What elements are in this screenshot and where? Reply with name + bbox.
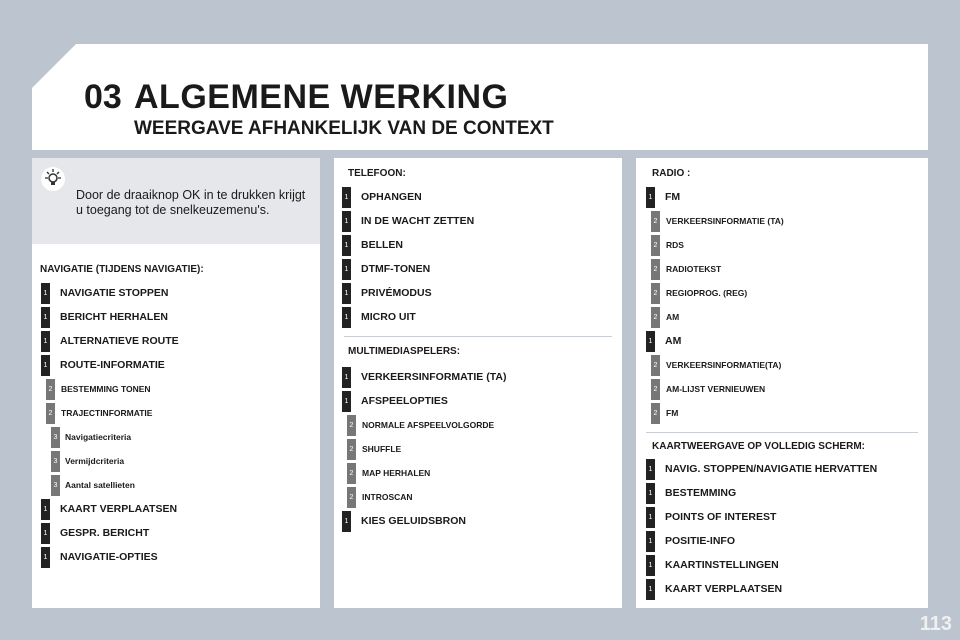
menu-item-label: AM [665,335,682,347]
menu-item [51,450,124,472]
menu-item [347,438,401,460]
menu-item [342,186,422,208]
menu-item-label: AM-LIJST VERNIEUWEN [666,384,766,394]
level-badge: 2 [46,403,55,424]
menu-item-label: POINTS OF INTEREST [665,511,777,523]
page-title: ALGEMENE WERKING [134,78,509,116]
telephone-multimedia-panel [334,158,622,608]
menu-item [651,234,684,256]
menu-item [342,282,432,304]
menu-item [342,234,403,256]
level-badge: 3 [51,451,60,472]
menu-item-label: BESTEMMING [665,487,737,499]
tip-box [32,158,320,244]
menu-item [646,554,779,576]
menu-item [41,282,169,304]
menu-item [651,258,721,280]
menu-item-label: POSITIE-INFO [665,535,736,547]
menu-item [46,378,151,400]
level-badge: 2 [651,235,660,256]
telephone-section-title: TELEFOON: [348,168,406,179]
radio-section-title: RADIO : [652,168,691,179]
menu-item-label: IN DE WACHT ZETTEN [361,215,475,227]
level-badge: 1 [646,483,655,504]
menu-item [342,390,448,412]
menu-item [347,462,430,484]
menu-item [646,530,735,552]
menu-item [342,510,466,532]
menu-item [41,498,177,520]
menu-item-label: KAART VERPLAATSEN [60,503,178,515]
menu-item-label: BELLEN [361,239,403,251]
menu-item [646,482,736,504]
menu-item [51,426,131,448]
menu-item-label: GESPR. BERICHT [60,527,150,539]
level-badge: 1 [41,499,50,520]
menu-item [347,486,413,508]
menu-item [51,474,135,496]
menu-item-label: NAVIGATIE-OPTIES [60,551,158,563]
level-badge: 1 [646,579,655,600]
menu-item-label: Navigatiecriteria [65,432,132,442]
level-badge: 1 [342,367,351,388]
section-divider [646,432,918,433]
menu-item-label: DTMF-TONEN [361,263,431,275]
menu-item [651,210,784,232]
menu-item-label: MAP HERHALEN [362,468,431,478]
menu-item [646,578,782,600]
level-badge: 2 [347,487,356,508]
menu-item-label: NORMALE AFSPEELVOLGORDE [362,420,495,430]
menu-item-label: PRIVÉMODUS [361,287,432,299]
level-badge: 1 [342,511,351,532]
navigation-panel [32,158,320,608]
radio-map-panel [636,158,928,608]
level-badge: 2 [651,403,660,424]
level-badge: 1 [646,331,655,352]
menu-item [646,458,877,480]
level-badge: 1 [41,523,50,544]
level-badge: 1 [342,307,351,328]
menu-item-label: KAARTINSTELLINGEN [665,559,779,571]
level-badge: 1 [646,459,655,480]
level-badge: 1 [41,307,50,328]
menu-item-label: AFSPEELOPTIES [361,395,448,407]
menu-item-label: NAVIGATIE STOPPEN [60,287,169,299]
tip-text: Door de draaiknop OK in te drukken krijgt u toegang tot de snelkeuzemenu's. [76,188,306,217]
menu-item [41,546,158,568]
menu-item-label: BESTEMMING TONEN [61,384,151,394]
menu-item [342,366,506,388]
lightbulb-icon [40,166,66,192]
menu-item-label: SHUFFLE [362,444,402,454]
menu-item [41,522,149,544]
level-badge: 1 [342,211,351,232]
menu-item [342,258,430,280]
menu-item [342,306,416,328]
menu-item-label: VERKEERSINFORMATIE (TA) [361,371,507,383]
level-badge: 2 [347,439,356,460]
menu-item-label: INTROSCAN [362,492,413,502]
menu-item-label: BERICHT HERHALEN [60,311,168,323]
level-badge: 2 [651,283,660,304]
level-badge: 2 [651,211,660,232]
menu-item-label: OPHANGEN [361,191,422,203]
menu-item [646,186,680,208]
menu-item [342,210,474,232]
menu-item-label: VERKEERSINFORMATIE(TA) [666,360,782,370]
menu-item [41,354,165,376]
level-badge: 1 [646,507,655,528]
level-badge: 2 [46,379,55,400]
level-badge: 2 [651,259,660,280]
level-badge: 1 [646,187,655,208]
level-badge: 1 [342,235,351,256]
menu-item [41,330,179,352]
menu-item [46,402,152,424]
menu-item-label: TRAJECTINFORMATIE [61,408,153,418]
menu-item-label: AM [666,312,680,322]
page-number: 113 [919,613,952,635]
menu-item-label: FM [665,191,681,203]
menu-item-label: ROUTE-INFORMATIE [60,359,165,371]
level-badge: 1 [41,331,50,352]
menu-item-label: REGIOPROG. (REG) [666,288,748,298]
section-divider [344,336,612,337]
menu-item [646,506,776,528]
menu-item-label: VERKEERSINFORMATIE (TA) [666,216,784,226]
level-badge: 2 [651,307,660,328]
level-badge: 1 [342,283,351,304]
navigation-section-title: NAVIGATIE (TIJDENS NAVIGATIE): [40,264,204,275]
menu-item-label: KIES GELUIDSBRON [361,515,467,527]
level-badge: 3 [51,427,60,448]
level-badge: 1 [342,259,351,280]
level-badge: 2 [347,463,356,484]
menu-item-label: Aantal satellieten [65,480,135,490]
level-badge: 2 [347,415,356,436]
menu-item [646,330,681,352]
menu-item [651,402,678,424]
menu-item [651,378,765,400]
menu-item [651,306,679,328]
map-section-title: KAARTWEERGAVE OP VOLLEDIG SCHERM: [652,441,865,452]
menu-item-label: KAART VERPLAATSEN [665,583,783,595]
level-badge: 1 [646,555,655,576]
level-badge: 1 [41,547,50,568]
menu-item-label: FM [666,408,679,418]
level-badge: 1 [342,187,351,208]
menu-item [651,354,781,376]
chapter-number: 03 [84,78,122,116]
menu-item-label: RDS [666,240,684,250]
menu-item [41,306,168,328]
multimedia-section-title: MULTIMEDIASPELERS: [348,346,461,357]
menu-item-label: MICRO UIT [361,311,416,323]
page-subtitle: WEERGAVE AFHANKELIJK VAN DE CONTEXT [134,118,554,139]
menu-item [347,414,494,436]
level-badge: 1 [646,531,655,552]
level-badge: 2 [651,355,660,376]
menu-item-label: ALTERNATIEVE ROUTE [60,335,179,347]
menu-item [651,282,747,304]
menu-item-label: RADIOTEKST [666,264,722,274]
level-badge: 3 [51,475,60,496]
level-badge: 2 [651,379,660,400]
menu-item-label: NAVIG. STOPPEN/NAVIGATIE HERVATTEN [665,463,878,475]
level-badge: 1 [342,391,351,412]
level-badge: 1 [41,283,50,304]
level-badge: 1 [41,355,50,376]
menu-item-label: Vermijdcriteria [65,456,125,466]
